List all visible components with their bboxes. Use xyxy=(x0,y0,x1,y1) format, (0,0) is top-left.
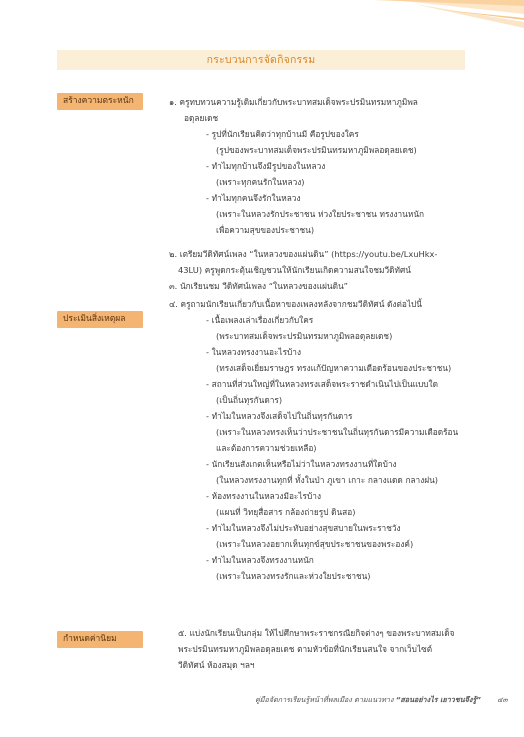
body-line: 43LU) ครูพูดกระตุ้นเชิญชวนให้นักเรียนเกิดความสนใจชมวีดิทัศน์ xyxy=(178,265,411,275)
body-line: (เพราะในหลวงอยากเห็นทุกข์สุขประชาชนของพระองค์) xyxy=(216,539,414,549)
body-line: เพื่อความสุขของประชาชน) xyxy=(216,225,315,235)
body-line: (เพราะในหลวงรักประชาชน ห่วงใยประชาชน ทรงงานหนัก xyxy=(216,209,425,219)
body-line: (พระบาทสมเด็จพระปรมินทรมหาภูมิพลอดุลยเดช) xyxy=(216,331,393,341)
body-line: (เพราะในหลวงทรงเห็นว่าประชาชนในถิ่นทุรกันดารมีความเดือดร้อน xyxy=(216,427,459,437)
body-line: - เนื้อเพลงเล่าเรื่องเกี่ยวกับใคร xyxy=(206,315,314,325)
body-line: - ทำไมทุกบ้านจึงมีรูปของในหลวง xyxy=(206,161,326,171)
body-line: (แผนที่ วิทยุสื่อสาร กล้องถ่ายรูป ดินสอ) xyxy=(216,507,356,517)
corner-stripes-decoration xyxy=(354,0,524,28)
body-line: - ห้องทรงงานในหลวงมีอะไรบ้าง xyxy=(206,491,321,501)
body-line: - นักเรียนสังเกตเห็นหรือไม่ว่าในหลวงทรงงานที่ใดบ้าง xyxy=(206,459,397,469)
body-line: และต้องการความช่วยเหลือ) xyxy=(216,443,317,453)
body-line: วีดิทัศน์ ห้องสมุด ฯลฯ xyxy=(178,660,255,670)
body-line: - รูปที่นักเรียนคิดว่าทุกบ้านมี คือรูปของใคร xyxy=(206,129,359,139)
footer-manual-title: คู่มือจัดการเรียนรู้หน้าที่พลเมือง ตามแนวทาง xyxy=(255,695,394,704)
tag-assessment: ประเมินสิ่งเหตุผล xyxy=(57,311,143,328)
body-line: - ทำไมทุกคนจึงรักในหลวง xyxy=(206,193,301,203)
body-line: ๓. นักเรียนชม วีดิทัศน์เพลง “ในหลวงของแผ่นดิน” xyxy=(169,281,348,291)
tag-values: กำหนดค่านิยม xyxy=(57,631,143,648)
page-number: ๔๓ xyxy=(497,695,508,704)
body-line: - ทำไมในหลวงจึงเสด็จไปในถิ่นทุรกันดาร xyxy=(206,411,353,421)
page-footer xyxy=(255,695,507,706)
body-line: (เพราะในหลวงทรงรักและห่วงใยประชาชน) xyxy=(216,571,371,581)
page-title: กระบวนการจัดกิจกรรม xyxy=(57,50,465,70)
footer-highlight: “สอนอย่างไร เยาวชนจึงรู้” xyxy=(395,695,481,704)
body-line: ๕. แบ่งนักเรียนเป็นกลุ่ม ให้ไปศึกษาพระราชกรณียกิจต่างๆ ของพระบาทสมเด็จ xyxy=(178,628,455,638)
body-line: - ในหลวงทรงงานอะไรบ้าง xyxy=(206,347,302,357)
body-line: ๔. ครูถามนักเรียนเกี่ยวกับเนื้อหาของเพลงหลังจากชมวีดิทัศน์ ดังต่อไปนี้ xyxy=(169,299,422,309)
body-line: (ทรงเสด็จเยี่ยมราษฎร ทรงแก้ปัญหาความเดือดร้อนของประชาชน) xyxy=(216,363,452,373)
body-line: พระปรมินทรมหาภูมิพลอดุลยเดช ตามหัวข้อที่นักเรียนสนใจ จากเว็บไซต์ xyxy=(178,644,433,654)
body-line: ๒. เตรียมวีดิทัศน์เพลง “ในหลวงของแผ่นดิน” (https://youtu.be/LxuHkx- xyxy=(169,249,438,259)
body-line: อดุลยเดช xyxy=(184,113,219,123)
body-line: - ทำไมในหลวงจึงทรงงานหนัก xyxy=(206,555,314,565)
body-line: ๑. ครูทบทวนความรู้เดิมเกี่ยวกับพระบาทสมเด็จพระปรมินทรมหาภูมิพล xyxy=(169,97,418,107)
body-line: (เป็นถิ่นทุรกันดาร) xyxy=(216,395,283,405)
body-line: - ทำไมในหลวงจึงไม่ประทับอย่างสุขสบายในพระราชวัง xyxy=(206,523,401,533)
body-line: (ในหลวงทรงงานทุกที่ ทั้งในป่า ภูเขา เกาะ กลางแดด กลางฝน) xyxy=(216,475,439,485)
body-line: - สถานที่ส่วนใหญ่ที่ในหลวงทรงเสด็จพระราชดำเนินไปเป็นแบบใด xyxy=(206,379,438,389)
tag-awareness: สร้างความตระหนัก xyxy=(57,93,143,110)
body-line: (เพราะทุกคนรักในหลวง) xyxy=(216,177,305,187)
body-line: (รูปของพระบาทสมเด็จพระปรมินทรมหาภูมิพลอดุลยเดช) xyxy=(216,145,417,155)
